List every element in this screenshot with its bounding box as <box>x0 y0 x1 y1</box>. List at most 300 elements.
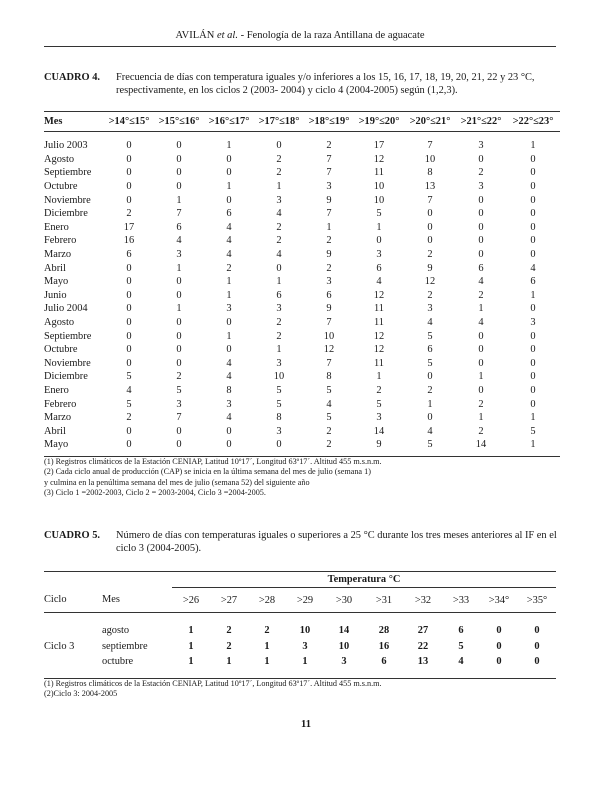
column-header: >16°≤17° <box>204 112 254 132</box>
table-row <box>44 343 560 357</box>
table-cell: 12 <box>373 153 385 165</box>
row-month: agosto <box>102 625 130 637</box>
column-header-threshold: >29 <box>296 594 314 606</box>
column-header: >18°≤19° <box>304 112 354 132</box>
table-cell: 2 <box>478 289 484 301</box>
table-cell: 3 <box>276 425 282 437</box>
table-cell: 10 <box>299 625 311 637</box>
table-cell: 6 <box>478 262 484 274</box>
table-cell: 27 <box>417 625 429 637</box>
table-cell: 5 <box>530 425 536 437</box>
row-month: Febrero <box>44 398 77 410</box>
table-cell: 2 <box>126 412 132 424</box>
column-header-ciclo: Ciclo <box>44 594 67 606</box>
table-cell: 4 <box>226 249 232 261</box>
table-cell: 7 <box>427 194 433 206</box>
table-cell: 0 <box>226 167 232 179</box>
table-cell: 3 <box>376 249 382 261</box>
table-cell: 0 <box>530 249 536 261</box>
table-cell: 11 <box>373 303 384 315</box>
table-cell: 6 <box>226 208 232 220</box>
running-head-etal: et al. <box>216 30 238 41</box>
column-header-threshold: >31 <box>375 594 393 606</box>
table-cell: 1 <box>530 289 536 301</box>
table-cell: 3 <box>176 249 182 261</box>
table-cell: 6 <box>126 249 132 261</box>
table-cell: 5 <box>376 208 382 220</box>
footnote: (1) Registros climáticos de la Estación CENIAP, Latitud 10º17´, Longitud 63º17´. Altitud 455 m.s.n.m. <box>44 679 382 688</box>
table-cell: 0 <box>376 235 382 247</box>
table-cell: 3 <box>427 303 433 315</box>
table-cell: 0 <box>176 167 182 179</box>
table-cell: 0 <box>427 235 433 247</box>
table-row <box>44 207 560 221</box>
table-cell: 1 <box>478 371 484 383</box>
table-cell: 2 <box>326 262 332 274</box>
table-cell: 4 <box>276 208 282 220</box>
table-cell: 7 <box>427 140 433 152</box>
table-cell: 12 <box>373 330 385 342</box>
table-cell: 1 <box>188 640 194 652</box>
table-cell: 0 <box>530 384 536 396</box>
column-header: >21°≤22° <box>456 112 506 132</box>
table-cell: 5 <box>126 398 132 410</box>
table-cell: 10 <box>323 330 335 342</box>
table-cell: 5 <box>404 438 456 456</box>
table-cell: 0 <box>126 181 132 193</box>
table-cell: 4 <box>478 317 484 329</box>
row-month: Noviembre <box>44 194 91 206</box>
table-cell: 7 <box>326 167 332 179</box>
table-cell: 4 <box>478 276 484 288</box>
table-cell: 10 <box>373 194 385 206</box>
table-cell: 4 <box>427 317 433 329</box>
column-header: >20°≤21° <box>404 112 456 132</box>
table-cell: 4 <box>176 235 182 247</box>
footnote: (1) Registros climáticos de la Estación CENIAP, Latitud 10º17´, Longitud 63º17´. Altitud 455 m.s.n.m. <box>44 457 382 466</box>
table-cell: 0 <box>126 167 132 179</box>
table-cell: 2 <box>478 425 484 437</box>
table-cell: 2 <box>226 262 232 274</box>
table-cell: 0 <box>530 371 536 383</box>
table-cell: 6 <box>381 656 387 668</box>
table-cell: 1 <box>276 181 282 193</box>
row-month: octubre <box>102 656 134 668</box>
column-header: >19°≤20° <box>354 112 404 132</box>
table-cell: 1 <box>276 344 282 356</box>
table-cell: 2 <box>176 371 182 383</box>
table-cell: 0 <box>478 235 484 247</box>
table-cell: 6 <box>427 344 433 356</box>
table-cell: 0 <box>530 303 536 315</box>
row-month: Marzo <box>44 412 72 424</box>
table-cell: 0 <box>534 625 540 637</box>
table-cell: 0 <box>478 384 484 396</box>
table-cell: 7 <box>326 208 332 220</box>
table-cell: 2 <box>478 167 484 179</box>
table-cell: 1 <box>478 412 484 424</box>
table-cell: 3 <box>226 398 232 410</box>
table-row <box>44 424 560 438</box>
table-cell: 0 <box>126 262 132 274</box>
table-row <box>44 623 556 639</box>
table-cell: 0 <box>154 438 204 456</box>
table-cell: 0 <box>478 249 484 261</box>
table-cell: 1 <box>376 221 382 233</box>
table-cell: 4 <box>226 221 232 233</box>
cuadro4-caption <box>44 71 560 97</box>
table-cell: 2 <box>326 235 332 247</box>
table-row <box>44 654 556 670</box>
table-cell: 0 <box>176 276 182 288</box>
table-cell: 0 <box>427 371 433 383</box>
table-cell: 0 <box>176 153 182 165</box>
table-cell: 0 <box>176 425 182 437</box>
cuadro5-temp-header: Temperatura °C <box>172 572 556 588</box>
table-cell: 0 <box>126 303 132 315</box>
table-row <box>44 153 560 167</box>
table-cell: 14 <box>338 625 350 637</box>
table-cell: 9 <box>427 262 433 274</box>
table-row <box>44 357 560 371</box>
column-header-threshold: >35° <box>526 594 548 606</box>
table-cell: 5 <box>427 357 433 369</box>
table-cell: 0 <box>530 330 536 342</box>
table-cell: 0 <box>204 438 254 456</box>
table-cell: 0 <box>254 438 304 456</box>
table-cell: 0 <box>530 221 536 233</box>
table-cell: 3 <box>326 181 332 193</box>
table-row <box>44 166 560 180</box>
column-header: >14°≤15° <box>104 112 154 132</box>
column-header-threshold: >28 <box>258 594 276 606</box>
table-cell: 5 <box>326 412 332 424</box>
column-header-mes: Mes <box>102 594 120 606</box>
table-cell: 13 <box>417 656 429 668</box>
table-cell: 17 <box>373 140 385 152</box>
table-cell: 17 <box>123 221 135 233</box>
table-cell: 7 <box>326 317 332 329</box>
table-cell: 4 <box>276 249 282 261</box>
table-cell: 1 <box>478 303 484 315</box>
table-cell: 2 <box>326 140 332 152</box>
table-cell: 16 <box>123 235 135 247</box>
table-cell: 4 <box>530 262 536 274</box>
table-cell: 2 <box>276 167 282 179</box>
table-cell: 1 <box>530 140 536 152</box>
table-cell: 0 <box>176 140 182 152</box>
table-cell: 10 <box>338 640 350 652</box>
row-month: Mayo <box>44 438 104 456</box>
table-cell: 2 <box>427 249 433 261</box>
table-cell: 8 <box>326 371 332 383</box>
table-row <box>44 370 560 384</box>
table-cell: 0 <box>276 262 282 274</box>
table-cell: 4 <box>458 656 464 668</box>
running-head-title: - Fenología de la raza Antillana de aguacate <box>237 30 425 41</box>
table-cell: 0 <box>534 656 540 668</box>
table-cell: 2 <box>276 235 282 247</box>
table-cell: 2 <box>427 384 433 396</box>
table-cell: 0 <box>530 398 536 410</box>
table-cell: 4 <box>226 235 232 247</box>
table-row <box>44 411 560 425</box>
table-cell: 0 <box>176 344 182 356</box>
table-cell: 12 <box>373 289 385 301</box>
table-cell: 6 <box>458 625 464 637</box>
table-cell: 2 <box>478 398 484 410</box>
table-cell: 2 <box>226 640 232 652</box>
column-header: >15°≤16° <box>154 112 204 132</box>
table-cell: 0 <box>226 425 232 437</box>
row-month: Agosto <box>44 153 75 165</box>
table-cell: 10 <box>424 153 436 165</box>
table-cell: 5 <box>276 398 282 410</box>
table-cell: 3 <box>341 656 347 668</box>
table-cell: 7 <box>326 153 332 165</box>
table-cell: 0 <box>478 194 484 206</box>
table-cell: 9 <box>326 249 332 261</box>
table-cell: 2 <box>276 221 282 233</box>
table-cell: 3 <box>302 640 308 652</box>
row-month: Septiembre <box>44 167 92 179</box>
table-cell: 1 <box>226 330 232 342</box>
table-cell: 1 <box>176 262 182 274</box>
table-cell: 4 <box>226 412 232 424</box>
column-header-threshold: >32 <box>414 594 432 606</box>
table-cell: 0 <box>427 221 433 233</box>
table-cell: 5 <box>376 398 382 410</box>
table-cell: 2 <box>276 153 282 165</box>
table-cell: 1 <box>226 276 232 288</box>
row-month: Junio <box>44 289 67 301</box>
table-cell: 0 <box>126 317 132 329</box>
table-row <box>44 289 560 303</box>
table-cell: 0 <box>126 344 132 356</box>
table-cell: 0 <box>126 194 132 206</box>
table-cell: 8 <box>226 384 232 396</box>
table-cell: 0 <box>496 625 502 637</box>
column-header-threshold: >30 <box>335 594 353 606</box>
table-cell: 0 <box>427 412 433 424</box>
cuadro4-caption-text: Frecuencia de días con temperatura iguales y/o inferiores a los 15, 16, 17, 18, 19, 20, 21, 22 y 23 °C, respectivamente, en los ciclos 2 (2003- 2004) y ciclo 4 (2004-2005) según (1,2,3). <box>116 72 535 96</box>
table-row <box>44 316 560 330</box>
table-cell: 1 <box>226 140 232 152</box>
table-cell: 0 <box>530 181 536 193</box>
table-cell: 1 <box>427 398 433 410</box>
table-cell: 0 <box>176 317 182 329</box>
table-cell: 0 <box>530 194 536 206</box>
column-header-threshold: >27 <box>220 594 238 606</box>
column-header-threshold: >34° <box>488 594 510 606</box>
cuadro5-notes <box>44 679 560 700</box>
table-cell: 6 <box>176 221 182 233</box>
table-cell: 0 <box>530 344 536 356</box>
table-cell: 6 <box>376 262 382 274</box>
table-cell: 3 <box>276 194 282 206</box>
row-month: Marzo <box>44 249 72 261</box>
table-cell: 5 <box>176 384 182 396</box>
table-cell: 1 <box>226 181 232 193</box>
cuadro5-caption <box>44 529 560 555</box>
table-cell: 8 <box>427 167 433 179</box>
table-cell: 12 <box>424 276 436 288</box>
table-cell: 0 <box>530 357 536 369</box>
table-cell: 16 <box>378 640 390 652</box>
table-cell: 0 <box>126 425 132 437</box>
table-cell: 2 <box>126 208 132 220</box>
row-month: Enero <box>44 221 69 233</box>
table-cell: 3 <box>376 412 382 424</box>
table-cell: 3 <box>478 181 484 193</box>
table-row <box>44 180 560 194</box>
table-cell: 3 <box>478 140 484 152</box>
table-row <box>44 132 560 153</box>
table-cell: 1 <box>264 640 270 652</box>
table-cell: 5 <box>126 371 132 383</box>
table-cell: 0 <box>478 153 484 165</box>
table-cell: 0 <box>176 181 182 193</box>
table-row <box>44 248 560 262</box>
running-head-author: AVILÁN <box>175 30 215 41</box>
table-cell: 4 <box>226 371 232 383</box>
table-cell: 1 <box>226 656 232 668</box>
table-cell: 2 <box>304 438 354 456</box>
table-cell: 0 <box>126 153 132 165</box>
cuadro4-header-row <box>44 112 560 132</box>
table-cell: 0 <box>226 153 232 165</box>
table-cell: 0 <box>530 208 536 220</box>
table-cell: 8 <box>276 412 282 424</box>
table-cell: 2 <box>376 384 382 396</box>
table-cell: 9 <box>326 194 332 206</box>
table-cell: 0 <box>478 330 484 342</box>
table-cell: 1 <box>264 656 270 668</box>
table-cell: 4 <box>126 384 132 396</box>
table-cell: 0 <box>226 344 232 356</box>
table-row <box>44 384 560 398</box>
table-cell: 1 <box>176 194 182 206</box>
table-row <box>44 193 560 207</box>
table-cell: 0 <box>176 357 182 369</box>
table-cell: 11 <box>373 317 384 329</box>
table-row <box>44 221 560 235</box>
table-cell: 0 <box>126 357 132 369</box>
table-cell: 1 <box>176 303 182 315</box>
table-cell: 0 <box>478 221 484 233</box>
table-cell: 0 <box>276 140 282 152</box>
table-cell: 0 <box>226 317 232 329</box>
table-cell: 28 <box>378 625 390 637</box>
table-cell: 1 <box>188 625 194 637</box>
table-cell: 0 <box>126 276 132 288</box>
footnote: (2)Ciclo 3: 2004-2005 <box>44 689 118 699</box>
table-cell: 3 <box>326 276 332 288</box>
table-cell: 0 <box>478 208 484 220</box>
table-cell: 11 <box>373 167 384 179</box>
row-month: Mayo <box>44 276 69 288</box>
table-cell: 1 <box>188 656 194 668</box>
table-row <box>44 302 560 316</box>
table-cell: 4 <box>376 276 382 288</box>
table-cell: 2 <box>276 330 282 342</box>
table-cell: 0 <box>126 140 132 152</box>
table-cell: 7 <box>176 208 182 220</box>
table-cell: 1 <box>506 438 560 456</box>
table-cell: 22 <box>417 640 429 652</box>
table-cell: 3 <box>226 303 232 315</box>
row-month: Febrero <box>44 235 77 247</box>
cuadro5-temp-header-row <box>44 572 556 588</box>
table-cell: 6 <box>326 289 332 301</box>
row-month: Julio 2003 <box>44 140 88 152</box>
cuadro4-table <box>44 111 560 457</box>
table-cell: 12 <box>373 344 385 356</box>
table-cell: 2 <box>276 317 282 329</box>
column-header-threshold: >33 <box>452 594 470 606</box>
table-row <box>44 639 556 655</box>
row-month: Diciembre <box>44 208 88 220</box>
footnote: (3) Ciclo 1 =2002-2003, Ciclo 2 = 2003-2004, Ciclo 3 =2004-2005. <box>44 488 266 498</box>
table-cell: 0 <box>478 357 484 369</box>
table-cell: 5 <box>276 384 282 396</box>
table-cell: 0 <box>126 289 132 301</box>
footnote: y culmina en la penúltima semana del mes de julio (semana 52) del siguiente año <box>44 477 310 487</box>
table-cell: 0 <box>427 208 433 220</box>
table-cell: 2 <box>427 289 433 301</box>
row-month: Septiembre <box>44 330 92 342</box>
table-cell: 3 <box>530 317 536 329</box>
footnote: (2) Cada ciclo anual de producción (CAP) se inicia en la última semana del mes de julio (semana 1) <box>44 467 371 477</box>
table-cell: 0 <box>530 153 536 165</box>
table-cell: 12 <box>323 344 335 356</box>
row-ciclo: Ciclo 3 <box>44 640 75 652</box>
table-cell: 0 <box>530 167 536 179</box>
table-cell: 2 <box>326 425 332 437</box>
table-cell: 0 <box>176 330 182 342</box>
table-cell: 0 <box>478 344 484 356</box>
row-ciclo <box>44 654 102 670</box>
table-cell: 4 <box>226 357 232 369</box>
row-month: Noviembre <box>44 357 91 369</box>
row-month: Enero <box>44 384 69 396</box>
table-cell: 0 <box>126 330 132 342</box>
table-cell: 0 <box>530 235 536 247</box>
table-cell: 0 <box>534 640 540 652</box>
table-cell: 0 <box>176 289 182 301</box>
table-row <box>44 234 560 248</box>
table-cell: 1 <box>226 289 232 301</box>
cuadro5-label: CUADRO 5. <box>44 530 100 541</box>
table-cell: 14 <box>373 425 385 437</box>
table-cell: 0 <box>104 438 154 456</box>
table-cell: 5 <box>458 640 464 652</box>
table-cell: 13 <box>424 181 436 193</box>
table-cell: 6 <box>530 276 536 288</box>
cuadro4-body <box>44 132 560 457</box>
column-header-mes: Mes <box>44 112 104 132</box>
table-cell: 2 <box>264 625 270 637</box>
table-cell: 1 <box>376 371 382 383</box>
row-month: septiembre <box>102 640 148 652</box>
table-row <box>44 329 560 343</box>
row-month: Octubre <box>44 181 78 193</box>
table-cell: 14 <box>456 438 506 456</box>
running-head <box>44 30 556 41</box>
table-cell: 3 <box>276 357 282 369</box>
column-header-threshold: >26 <box>182 594 200 606</box>
table-cell: 0 <box>496 656 502 668</box>
